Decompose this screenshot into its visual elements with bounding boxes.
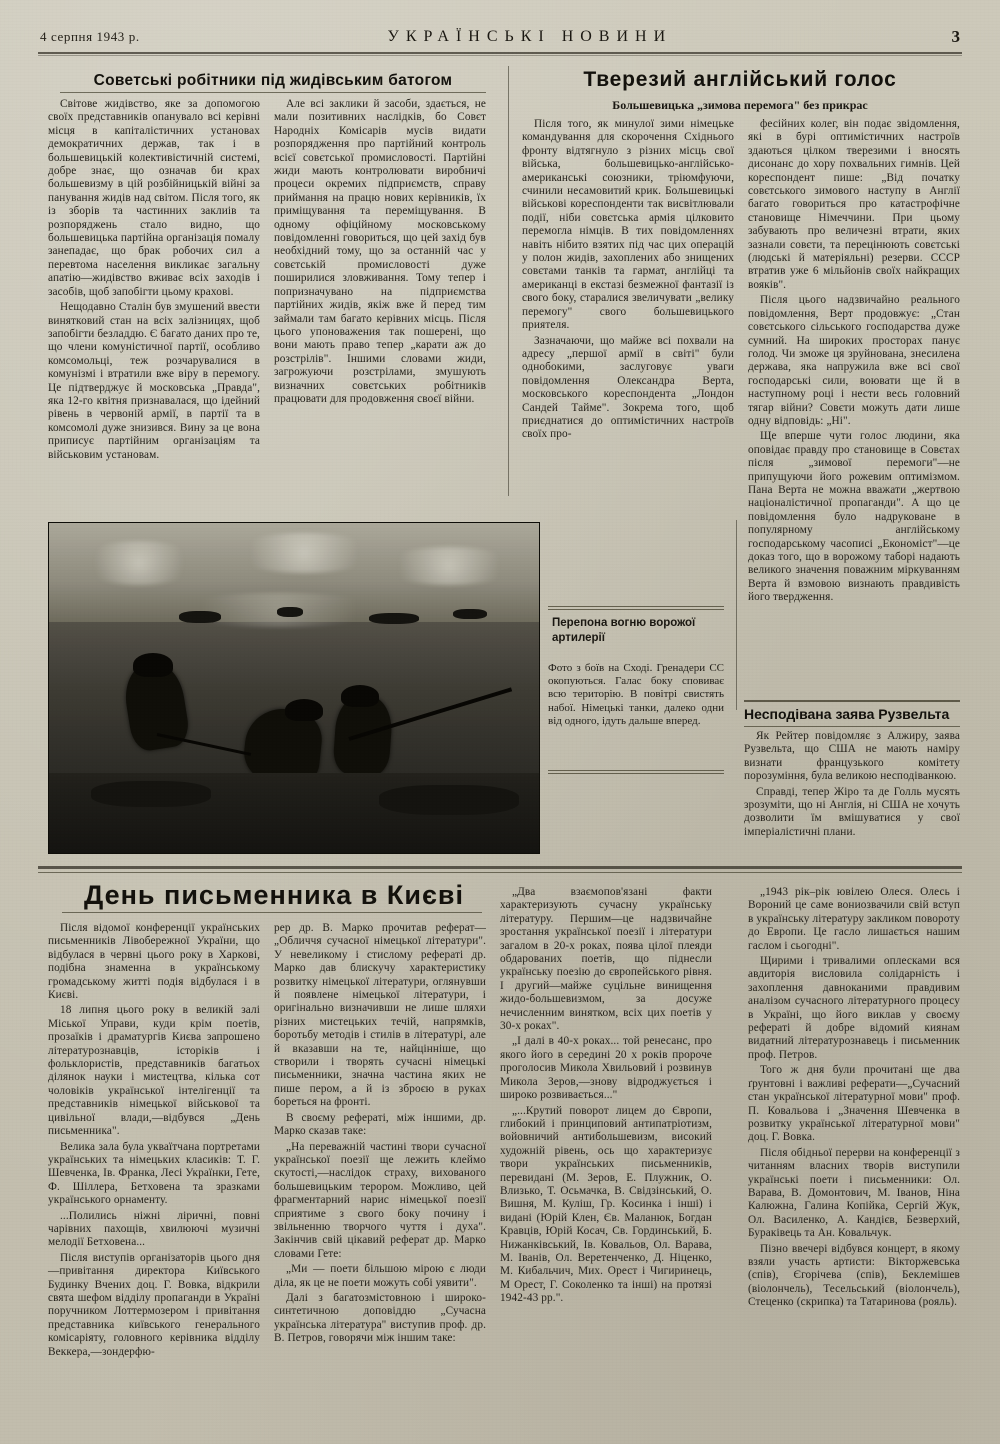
paragraph: Справді, тепер Жіро та де Голль мусять зрозуміти, що ні Англія, ні США не хочуть дозволити їм вмішуватися у свої імперіалістичні плани. xyxy=(744,785,960,838)
article1-column-1 xyxy=(48,98,260,464)
paragraph: Щирими і тривалими оплесками вся авдиторія висловила солідарність і захоплення давноканими правдивим аналізом сучасного літературного процесу в Україні, що його виклав у своєму рефераті й добре відомий киянам видатний літературознавець і письменник проф. Петров. xyxy=(748,955,960,1061)
photo-caption: Перепона вогню ворожої артилерії xyxy=(552,617,696,644)
paragraph: фесійних колег, він подає звідомлення, які в бурі оптимістичних настроїв здаються цілком тверезими і вносять дисонанс до хору похвальних гимнів. Цей кореспондент пише: „Від початку совєтського зимового наступу в Англії багато говориться про катастрофічне становище Німеччини. При цьому забувають про величезні втрати, яких зазнали совєти, та перецінюють совєтські (людські й матеріяльні) резерви. СССР втратив уже 6 мільйонів своїх найкращих вояків". xyxy=(748,118,960,291)
article3-rule-under-head xyxy=(744,726,960,727)
earth-mound xyxy=(379,785,519,815)
photo-caption-note: Фото з боїв на Сході. Гренадери СС окопуються. Галас боку сповиває всю територію. В повітрі свистять набої. Німецькі танки, далеко одни від одного, ідуть дальше вперед. xyxy=(548,662,724,727)
article1-column-2 xyxy=(274,98,486,408)
soldier-helmet xyxy=(341,685,379,707)
article4-column-4 xyxy=(748,886,960,1312)
paragraph: Ще вперше чути голос людини, яка оповідає правду про становище в Совєтах після „зимової перемоги"—не припущуючи його рожевим оптимізмом. Пана Верта не можна вважати „жертвою націоналістичної пропаганди". А що це повідомлення було надруковане в популярному англійському господарському часописі „Економіст"—це доказ того, що в ворожому таборі надають великого значення поважним міркуванням Верта й взмовою визнають правдивість його твердження. xyxy=(748,430,960,604)
paragraph: „...Крутий поворот лицем до Європи, глибокий і принциповий антипатріотизм, войовничий антибольшевизм, високий художній рівень, ось що характеризує твори українських письменників, перевидані (М. Зеров, Е. Плужник, О. Влизько, Т. Осьмачка, В. Свідзінський, О. Вишня, М. Куліш, Гр. Косинка і інші) і видані (Юрій Клен, Єв. Маланюк, Богдан Кравців, Юрій Косач, Св. Гординський, Б. Нижанківський, Ів. Ковальов, Ол. Варава, М. Іванів, Ол. Веретенченко, Д. Ніценко, М. Кибальчич, Мих. Орест і Чигиринець, М Орест, Г. Соколенко та інші) на протязі 1942-43 рр.". xyxy=(500,1104,712,1305)
article3-rule-top xyxy=(744,700,960,702)
article1-underline xyxy=(60,92,486,93)
article2-column-1 xyxy=(522,118,734,444)
paragraph: В своєму рефераті, між іншими, др. Марко сказав таке: xyxy=(274,1111,486,1138)
masthead-title: УКРАЇНСЬКІ НОВИНИ xyxy=(387,28,673,45)
paragraph: 18 липня цього року в великій залі Міської Управи, куди крім поетів, прозаїків і драматургів Києва запрошено літературознавців, історіків і фольклористів, представників багатьох ділянок науки і мистецтва, кілька сот чоловіків української інтелігенції та представників німецької військової та цивільної влади,—відбувся „День письменника". xyxy=(48,1004,260,1138)
paragraph: Після обідньої перерви на конференції з читанням власних творів виступили українські поети і письменники: Ол. Варава, В. Домонтович, М. Іванов, Ніна Калюжна, Галина Копійка, Сергій Жук, Ол. Василенко, А. Кандієв, Безверхий, Бураківець та Ан. Ковальчук. xyxy=(748,1146,960,1240)
paragraph: Після цього надзвичайно реального повідомлення, Верт продовжує: „Стан совєтського сільського господарства дуже сумний. На широких просторах панує голод. Чи зможе ця зруйнована, знесилена держава, яка напружила вже всі свої господарські сили, воювати ще й в наступному році і нести весь головний тягар війни? Совєти можуть дати лише одну відповідь: „Ні". xyxy=(748,294,960,427)
paragraph: Після того, як минулої зими німецьке командування для скорочення Східнього фронту відтягнуло з різних місць свої війська, большевицько-англійсько-американські союзники, тріюмфуючи, счинили несамовитий крик. Большевицькі військові кореспонденти так висвітлювали події, ніби совєтська армія цілковито перемогла німців. В тих повідомленнях навіть нібито взятих під час цих операцій у полон жидів, захоплених або знищених совєтами танків та гармат, англійці та американці в екстазі безмежної фантазії із свого боку, старалися звеличувати „велику перемогу" свого большевицького приятеля. xyxy=(522,118,734,332)
article4-underline xyxy=(62,912,482,913)
article3-body xyxy=(744,730,960,841)
article4-column-3 xyxy=(500,886,712,1308)
section-divider xyxy=(38,866,962,869)
smoke-cloud xyxy=(79,541,199,585)
distant-vehicle xyxy=(453,609,487,619)
paragraph: „На переважній частині твори сучасної української поезії ще лежить клеймо скутості,—наслідок страху, вихованого большевицьким терором. Можливо, цей фрагментарний нарис німецької поезії сприятиме з свого боку почину і звільненню творчого чуття і духа". Закінчив свій цікавий реферат др. Марко словами Гете: xyxy=(274,1140,486,1260)
war-photograph xyxy=(48,522,540,854)
paragraph: Велика зала була укваїтчана портретами українських та німецьких класиків: Т. Г. Шевченка, Ів. Франка, Лесі Українки, Гете, Ф. Шіллера, Бетховена та зразками українського орнаменту. xyxy=(48,1140,260,1207)
paragraph: Але всі заклики й засоби, здається, не мали позитивних наслідків, бо Совєт Народніх Комісарів мусів видати розпорядження про партійний контроль всієї совєтської промисловості. Партійні жиди мають контролювати виробничі процеси окремих підприємств, справу приймання на працю нових керівників, їх приміщування та переміщування. В одному офіційному московському повідомленні говориться, що цей захід був необхідний тому, що за останній час у совєтській промисловості дуже поширилися зловживання. Тому тепер і попризначувано на підприємства партійних жидів, якіж вже й перед тим займали там багато керівних місць. Після цього упоноважения так пошерені, що вони мають право тепер „карати аж до розстрілів". Іншими словами жиди, загрожуючи розстрілами, змушують визначних совєтських робітників працювати для продовження своєї війни. xyxy=(274,98,486,405)
distant-vehicle xyxy=(277,607,303,617)
caption-rule-top xyxy=(548,606,724,610)
paragraph: Зазначаючи, що майже всі похвали на адресу „першої армії в світі" були однобокими, заслуговує уваги повідомлення Олександра Верта, московського кореспондента „Лондон Сандей Тайме". Зокрема того, щоб приєднатися до оптимістичних настроїв своїх про- xyxy=(522,334,734,441)
smoke-cloud xyxy=(379,547,519,585)
paragraph: Того ж дня були прочитані ще два ґрунтовні і важливі реферати—„Сучасний стан української літературної мови" проф. П. Ковальова і „Значення Шевченка в розвитку української літературної мови" доц. Г. Вовка. xyxy=(748,1064,960,1144)
smoke-cloud xyxy=(229,533,379,573)
article4-column-2 xyxy=(274,922,486,1348)
article2-column-2 xyxy=(748,118,960,607)
section-divider-thin xyxy=(38,872,962,873)
paragraph: Після відомої конференції українських письменників Лівобережної України, що відбулася в червні цього року в Харкові, подібна знаменна в українському громадському житті подія відбулася і в Києві. xyxy=(48,922,260,1002)
masthead-date: 4 серпня 1943 р. xyxy=(40,29,140,44)
column-divider-2 xyxy=(736,520,737,710)
article4-column-1 xyxy=(48,922,260,1361)
paragraph: „Ми — поети більшою мірою є люди діла, як це не поети можуть собі уявити". xyxy=(274,1263,486,1289)
paragraph: Далі з багатозмістовною і широко-синтетичною доповіддю „Сучасна українська література" виступив проф. др. В. Петров, говорячи між іншим таке: xyxy=(274,1291,486,1345)
paragraph: Нещодавно Сталін був змушений ввести винятковий стан на всіх залізницях, щоб запобігти безладдю. Є багато даних про те, що члени комуністичної партії, особливо комсомольці, теж розчарувалися в комунізмі і втратили вже віру в перемогу. Це підтверджує й московська „Правда", яка 12-го квітня признавалася, що ідейний рівень в червоній армії, в партії та в комсомолі дуже знизився. Вину за це вона приписує партійним організаціям та військовим установам. xyxy=(48,301,260,461)
paragraph: Світове жидівство, яке за допомогою своїх представників опанувало всі керівні місця в капіталістичних установах демократичних держав, так і в большевицькій колективістичній системі, добре знає, що означав би крах большевизму в цій розбійницькій війні за панування жидів над світом. Після того, як із зборів та частинних заклиів та розпоряджень стало видно, що большевицька партійна організація помалу занепадає, що брак робочих сил а перевтома населення викликає загальну апатію—жидівство вживає всіх заходів і засобів, щоб запобігти цьому крахові. xyxy=(48,98,260,298)
column-divider-1 xyxy=(508,66,509,496)
paragraph: Як Рейтер повідомляє з Алжиру, заява Рузвельта, що США не мають наміру визнати французького комітету порозуміння, була великою несподіванкою. xyxy=(744,730,960,783)
article3-headline: Несподівана заява Рузвельта xyxy=(744,706,950,722)
paragraph: „Два взаємопов'язані факти характеризують сучасну українську літературу. Першим—це надзвичайне зростання української поезії і літератури загалом в 20-х роках, поява цілої плеяди обдарованих поетів, що піднесли українську поезію до європейського рівня. І другий—майже суцільне винищення жидо-большевизмом, за досуже нечисленним винятком, всіх цих поетів у 30-х роках". xyxy=(500,886,712,1033)
caption-rule-bottom xyxy=(548,770,724,774)
earth-mound xyxy=(91,781,211,807)
paragraph: „1943 рік–рік ювілею Олеся. Олесь і Вороний це саме вониозвачили свій вступ в українську літературу закликом повороту до Европи. Це гасло лишається нашим гаслом і сьогодні". xyxy=(748,886,960,952)
soldier-helmet xyxy=(133,653,173,677)
distant-vehicle xyxy=(369,613,419,624)
paragraph: Після виступів організаторів цього дня—привітання директора Київського Будинку Вчених доц. Г. Вовка, відкрили свята шефом відділу пропаганди в Україні поручником Лоттермозером і привітання представника київського генерального комісаріяту, головного керівника відділу Веккера,—зондерфю- xyxy=(48,1251,260,1358)
masthead xyxy=(40,22,960,52)
paragraph: Пізно ввечері відбувся концерт, в якому взяли участь артисти: Вікторжевська (спів), Єгорічева (спів), Беклемішев (віолончель), Тесельський (віолончель), Стеценко (скрипка) та Татаринова (рояль). xyxy=(748,1242,960,1309)
article4-headline: День письменника в Києві xyxy=(84,880,464,910)
article1-headline: Советські робітники під жидівським батогом xyxy=(93,72,453,89)
article2-subhead: Большевицька „зимова перемога" без прикрас xyxy=(612,98,868,112)
paragraph: рер др. В. Марко прочитав реферат—„Обличчя сучасної німецької літератури". У невеликому і стислому рефераті др. Марко дав блискучу характеристику розвитку німецької літератури, оглянувши й появлене німецької літератури, і оригінально визначивши не лише шляхи різних мистецьких течій, напрямків, боротьбу методів і стилів в літературі, але й вказавши на те, найцінніше, що створили і творять сучасні німецькі письменники, значна частина яких не пише пером, а й із зброєю в руках бореться на фронті. xyxy=(274,922,486,1109)
paragraph: „І далі в 40-х роках... той ренесанс, про якого його в середині 20 х років пророче проголосив Микола Хвильовий і розвинув Микола Зеров,—знову відроджується і широко розвивається..." xyxy=(500,1035,712,1102)
page-number: 3 xyxy=(951,27,960,46)
distant-vehicle xyxy=(179,611,221,623)
article2-headline: Тверезий англійський голос xyxy=(583,68,897,91)
masthead-rule xyxy=(38,52,962,54)
paragraph: ...Полились ніжні ліричні, повні чарівних пахощів, хвилюючі музичні мелодії Бетховена... xyxy=(48,1209,260,1249)
soldier-helmet xyxy=(285,699,323,721)
